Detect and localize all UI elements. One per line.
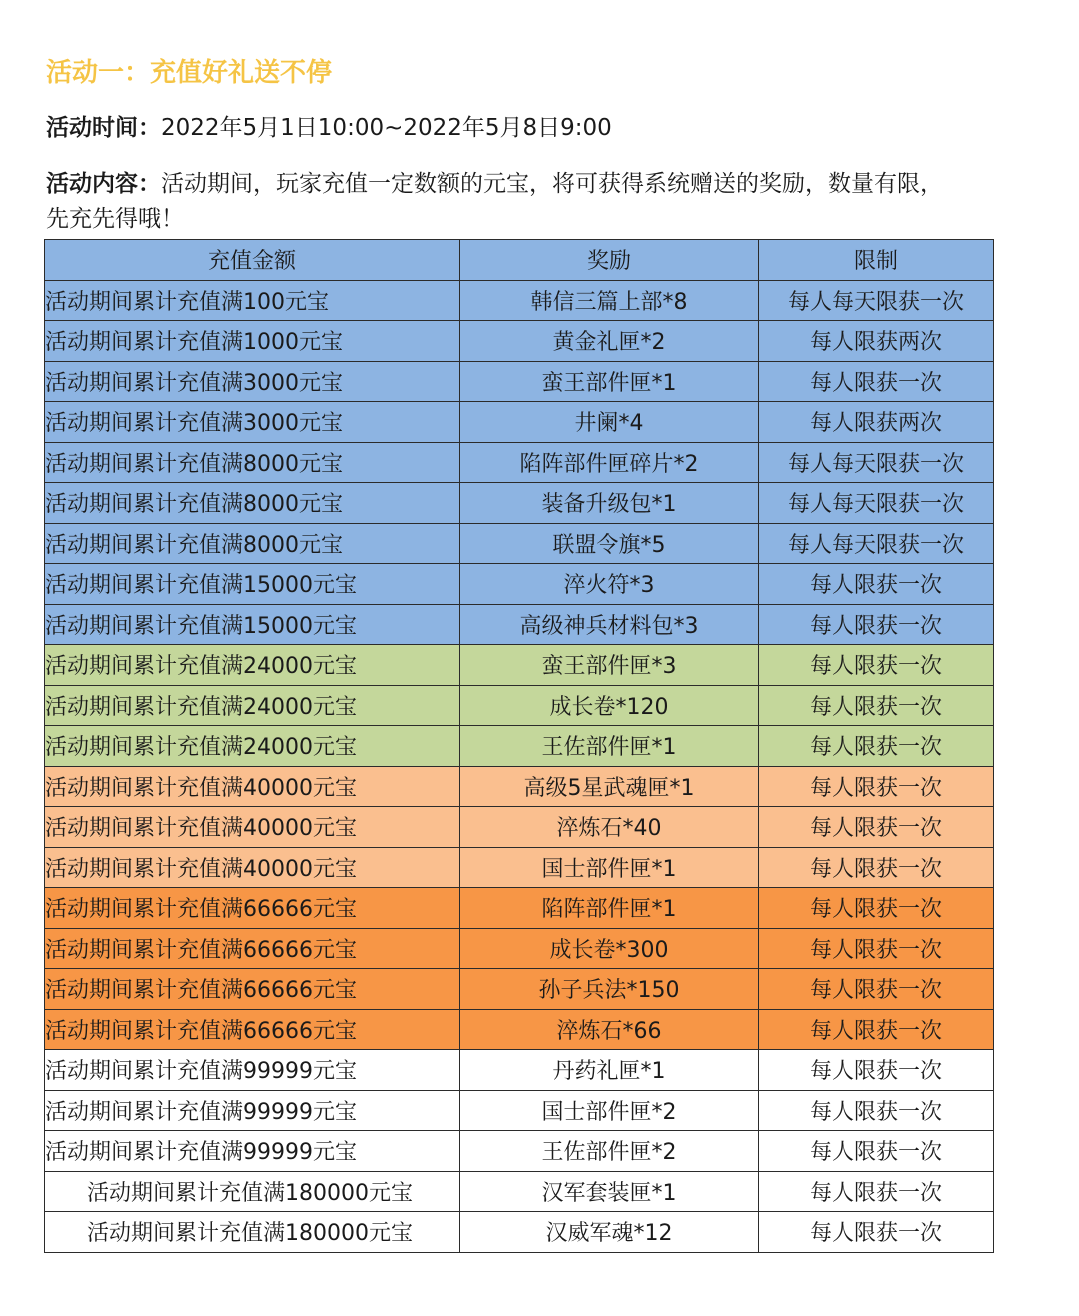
table-row: [45, 1009, 994, 1050]
reward-cell: 蛮王部件匣*3: [460, 645, 759, 686]
reward-cell: 王佐部件匣*2: [460, 1131, 759, 1172]
limit-cell: 每人限获一次: [759, 685, 994, 726]
table-row: [45, 766, 994, 807]
table-row: [45, 888, 994, 929]
reward-cell: 联盟令旗*5: [460, 523, 759, 564]
amount-cell: 活动期间累计充值满15000元宝: [45, 564, 460, 605]
reward-cell: 孙子兵法*150: [460, 969, 759, 1010]
header-reward: 奖励: [460, 240, 759, 281]
reward-cell: 汉军套装匣*1: [460, 1171, 759, 1212]
limit-cell: 每人限获一次: [759, 645, 994, 686]
reward-cell: 韩信三篇上部*8: [460, 280, 759, 321]
limit-cell: 每人每天限获一次: [759, 442, 994, 483]
amount-cell: 活动期间累计充值满40000元宝: [45, 807, 460, 848]
limit-cell: 每人限获一次: [759, 888, 994, 929]
amount-cell: 活动期间累计充值满15000元宝: [45, 604, 460, 645]
limit-cell: 每人限获两次: [759, 402, 994, 443]
activity-time-line: [46, 110, 612, 146]
table-row: [45, 1131, 994, 1172]
reward-cell: 淬火符*3: [460, 564, 759, 605]
reward-cell: 淬炼石*66: [460, 1009, 759, 1050]
limit-cell: 每人限获一次: [759, 1009, 994, 1050]
reward-cell: 汉威军魂*12: [460, 1212, 759, 1253]
reward-cell: 井阑*4: [460, 402, 759, 443]
reward-cell: 成长卷*300: [460, 928, 759, 969]
table-row: [45, 726, 994, 767]
limit-cell: 每人限获一次: [759, 564, 994, 605]
activity-time-value: 2022年5月1日10:00~2022年5月8日9:00: [161, 115, 612, 141]
amount-cell: 活动期间累计充值满66666元宝: [45, 1009, 460, 1050]
amount-cell: 活动期间累计充值满66666元宝: [45, 969, 460, 1010]
table-row: [45, 483, 994, 524]
limit-cell: 每人限获一次: [759, 807, 994, 848]
reward-cell: 装备升级包*1: [460, 483, 759, 524]
reward-cell: 成长卷*120: [460, 685, 759, 726]
table-row: [45, 1212, 994, 1253]
amount-cell: 活动期间累计充值满180000元宝: [45, 1171, 460, 1212]
table-row: [45, 928, 994, 969]
reward-cell: 丹药礼匣*1: [460, 1050, 759, 1091]
activity-content-label: 活动内容：: [46, 171, 161, 197]
table-row: [45, 604, 994, 645]
reward-cell: 国士部件匣*2: [460, 1090, 759, 1131]
table-row: [45, 442, 994, 483]
limit-cell: 每人限获一次: [759, 1050, 994, 1091]
table-row: [45, 1050, 994, 1091]
header-amount: 充值金额: [45, 240, 460, 281]
activity-content-line: [46, 166, 943, 202]
rewards-table: [44, 239, 994, 1253]
limit-cell: 每人限获一次: [759, 969, 994, 1010]
rewards-table-body: [45, 280, 994, 1252]
activity-content-value: 活动期间，玩家充值一定数额的元宝，将可获得系统赠送的奖励，数量有限，: [161, 171, 943, 197]
limit-cell: 每人限获一次: [759, 1212, 994, 1253]
amount-cell: 活动期间累计充值满66666元宝: [45, 928, 460, 969]
table-row: [45, 280, 994, 321]
amount-cell: 活动期间累计充值满8000元宝: [45, 442, 460, 483]
reward-cell: 王佐部件匣*1: [460, 726, 759, 767]
amount-cell: 活动期间累计充值满99999元宝: [45, 1050, 460, 1091]
table-row: [45, 685, 994, 726]
amount-cell: 活动期间累计充值满40000元宝: [45, 766, 460, 807]
reward-cell: 高级神兵材料包*3: [460, 604, 759, 645]
table-row: [45, 1171, 994, 1212]
limit-cell: 每人限获一次: [759, 1171, 994, 1212]
limit-cell: 每人限获一次: [759, 604, 994, 645]
reward-cell: 淬炼石*40: [460, 807, 759, 848]
table-row: [45, 402, 994, 443]
limit-cell: 每人限获一次: [759, 847, 994, 888]
limit-cell: 每人每天限获一次: [759, 523, 994, 564]
table-row: [45, 969, 994, 1010]
limit-cell: 每人限获一次: [759, 928, 994, 969]
amount-cell: 活动期间累计充值满8000元宝: [45, 483, 460, 524]
table-row: [45, 847, 994, 888]
reward-cell: 陷阵部件匣碎片*2: [460, 442, 759, 483]
amount-cell: 活动期间累计充值满66666元宝: [45, 888, 460, 929]
amount-cell: 活动期间累计充值满24000元宝: [45, 726, 460, 767]
table-header-row: [45, 240, 994, 281]
limit-cell: 每人限获一次: [759, 361, 994, 402]
activity-content-value-cont: 先充先得哦！: [46, 206, 184, 232]
amount-cell: 活动期间累计充值满99999元宝: [45, 1090, 460, 1131]
reward-cell: 国士部件匣*1: [460, 847, 759, 888]
limit-cell: 每人限获两次: [759, 321, 994, 362]
amount-cell: 活动期间累计充值满40000元宝: [45, 847, 460, 888]
activity-time-label: 活动时间：: [46, 115, 161, 141]
table-row: [45, 361, 994, 402]
amount-cell: 活动期间累计充值满24000元宝: [45, 645, 460, 686]
table-row: [45, 1090, 994, 1131]
limit-cell: 每人限获一次: [759, 1090, 994, 1131]
limit-cell: 每人每天限获一次: [759, 483, 994, 524]
limit-cell: 每人每天限获一次: [759, 280, 994, 321]
limit-cell: 每人限获一次: [759, 1131, 994, 1172]
amount-cell: 活动期间累计充值满3000元宝: [45, 361, 460, 402]
reward-cell: 陷阵部件匣*1: [460, 888, 759, 929]
amount-cell: 活动期间累计充值满180000元宝: [45, 1212, 460, 1253]
amount-cell: 活动期间累计充值满100元宝: [45, 280, 460, 321]
reward-cell: 黄金礼匣*2: [460, 321, 759, 362]
amount-cell: 活动期间累计充值满8000元宝: [45, 523, 460, 564]
limit-cell: 每人限获一次: [759, 726, 994, 767]
amount-cell: 活动期间累计充值满99999元宝: [45, 1131, 460, 1172]
table-row: [45, 645, 994, 686]
table-row: [45, 321, 994, 362]
table-row: [45, 807, 994, 848]
activity-title: 活动一：充值好礼送不停: [46, 58, 333, 88]
amount-cell: 活动期间累计充值满24000元宝: [45, 685, 460, 726]
limit-cell: 每人限获一次: [759, 766, 994, 807]
table-row: [45, 564, 994, 605]
activity-content-line-2: [46, 201, 184, 237]
header-limit: 限制: [759, 240, 994, 281]
amount-cell: 活动期间累计充值满1000元宝: [45, 321, 460, 362]
reward-cell: 高级5星武魂匣*1: [460, 766, 759, 807]
reward-cell: 蛮王部件匣*1: [460, 361, 759, 402]
amount-cell: 活动期间累计充值满3000元宝: [45, 402, 460, 443]
table-row: [45, 523, 994, 564]
